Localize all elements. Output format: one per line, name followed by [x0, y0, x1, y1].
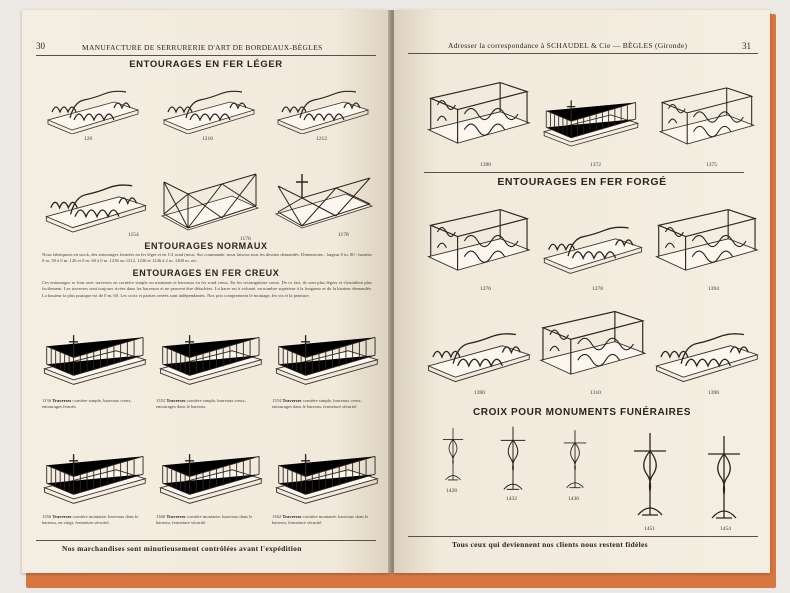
- right-footer-slogan: Tous ceux qui deviennent nos clients nous restent fidèles: [452, 540, 648, 549]
- item-caption: 1362 Traverses cornière montante, barreaux dans le barreau, fermeture sécurité.: [272, 514, 369, 525]
- item-number: 1154: [128, 232, 139, 238]
- right-running-header: Adresser la correspondance à SCHAUDEL & Cie — BÈGLES (Gironde): [448, 41, 688, 50]
- item-caption: 1352 Traverses cornière simple, barreaux creux, entourages dans le barreau.: [156, 398, 246, 409]
- hollow-description: Ces entourages se font avec traverses en cornière simple ou montants et barreaux en fer rond creux. En fer rectangulaire creux. De ce fait, ils sont plus légers et s'installent plus facilement. Les traverses sont toujours rivées dans les barreaux et ne peuvent être détachées. La barre est à volonté, en nombre supérieur à la longueur et de la hauteur demandée. La hauteur la plus pratique est de 0 m. 60. Les croix et parties ornées sont indépendantes. Nos prix comprennent le montage, les vis et la peinture.: [42, 280, 372, 298]
- item-number: 1360: [156, 514, 166, 519]
- item-number: 1390: [480, 162, 491, 168]
- item-number: 1375: [706, 162, 717, 168]
- fence-item: [272, 160, 376, 236]
- fence-item: [652, 198, 764, 284]
- fence-item: [156, 430, 268, 514]
- fence-item: [40, 310, 152, 396]
- fence-item: [652, 308, 764, 388]
- left-page-number: 30: [36, 41, 45, 51]
- item-number: 1276: [480, 286, 491, 292]
- item-number: 1362: [272, 514, 282, 519]
- item-caption: 1354 Traverses cornière simple, barreaux creux, entourages dans le barreau, fermeture sécurité.: [272, 398, 362, 409]
- fence-item: [424, 66, 536, 162]
- section-title-normal: ENTOURAGES NORMAUX: [144, 241, 268, 251]
- item-number: 1354: [272, 398, 282, 403]
- normal-description: Nous fabriquons en stock, des entourages formées en fer léger et en 1/2 rond (nous. Sur commande, nous faisons tous les dessins demandés. Dimensions : largeur 0 m. 80 ; hauteur 0 m. 50 à 0 m. 120 et 0 m. 60 à 0 m. 1236 ou 1212, 1236 et 1246 à 2 m. 1200 m. etc.: [42, 252, 372, 264]
- section-title-crosses: CROIX POUR MONUMENTS FUNÉRAIRES: [472, 407, 692, 418]
- section-title-light: ENTOURAGES EN FER LÉGER: [129, 59, 283, 70]
- left-page: [22, 10, 390, 573]
- item-number: 1212: [316, 136, 327, 142]
- item-number: 1436: [568, 496, 579, 502]
- left-footer-slogan: Nos marchandises sont minutieusement contrôlées avant l'expédition: [62, 544, 302, 553]
- cross-item: [490, 422, 536, 494]
- item-number: 1216: [202, 136, 213, 142]
- right-page: [394, 10, 770, 573]
- fence-item: [656, 76, 760, 158]
- item-number: 1136: [42, 398, 52, 403]
- left-running-header: MANUFACTURE DE SERRURERIE D'ART DE BORDEAUX-BÈGLES: [82, 43, 323, 52]
- item-caption: 1356 Traverses cornière montante, barreaux dans le barreau, en vingt, fermeture sécurité.: [42, 514, 139, 525]
- item-number: 1451: [644, 526, 655, 532]
- item-number: 1372: [590, 162, 601, 168]
- section-title-hollow: ENTOURAGES EN FER CREUX: [132, 268, 280, 278]
- fence-item: [540, 76, 644, 158]
- item-number: 1352: [156, 398, 166, 403]
- item-caption: 1360 Traverses cornière montante, barreaux dans le barreau, fermeture sécurité.: [156, 514, 253, 525]
- item-caption: 1136 Traverses cornière simple, barreaux creux, entourages fermés.: [42, 398, 132, 409]
- cross-item: [694, 428, 754, 526]
- fence-item: [272, 430, 384, 514]
- left-header-rule: [36, 55, 376, 56]
- catalog-spread: [22, 10, 774, 585]
- item-number: 1178: [338, 232, 349, 238]
- fence-item: [274, 74, 374, 134]
- fence-item: [536, 298, 652, 390]
- left-footer-rule: [36, 540, 376, 541]
- fence-item: [40, 430, 152, 514]
- item-number: 1432: [506, 496, 517, 502]
- fence-item: [424, 198, 536, 284]
- fence-item: [156, 310, 268, 396]
- item-number: 1278: [592, 286, 603, 292]
- right-footer-rule: [408, 536, 758, 537]
- section-title-forge: ENTOURAGES EN FER FORGÉ: [497, 176, 667, 188]
- item-number: 1454: [720, 526, 731, 532]
- item-number: 1176: [240, 236, 251, 242]
- item-number: 1428: [446, 488, 457, 494]
- right-page-number: 31: [742, 41, 751, 51]
- item-number: 1356: [42, 514, 52, 519]
- right-header-rule: [408, 53, 758, 54]
- cross-item: [620, 424, 680, 524]
- fence-item: [540, 198, 648, 284]
- item-number: 1310: [590, 390, 601, 396]
- item-number: 1390: [474, 390, 485, 396]
- forge-rule: [424, 172, 744, 173]
- fence-item: [42, 160, 152, 238]
- fence-item: [160, 74, 260, 134]
- item-number: 1396: [708, 390, 719, 396]
- item-number: 120: [84, 136, 93, 142]
- fence-item: [272, 310, 384, 396]
- cross-item: [554, 426, 596, 492]
- cross-item: [434, 422, 472, 486]
- fence-item: [158, 162, 262, 238]
- fence-item: [424, 308, 536, 388]
- fence-item: [44, 74, 144, 134]
- item-number: 1394: [708, 286, 719, 292]
